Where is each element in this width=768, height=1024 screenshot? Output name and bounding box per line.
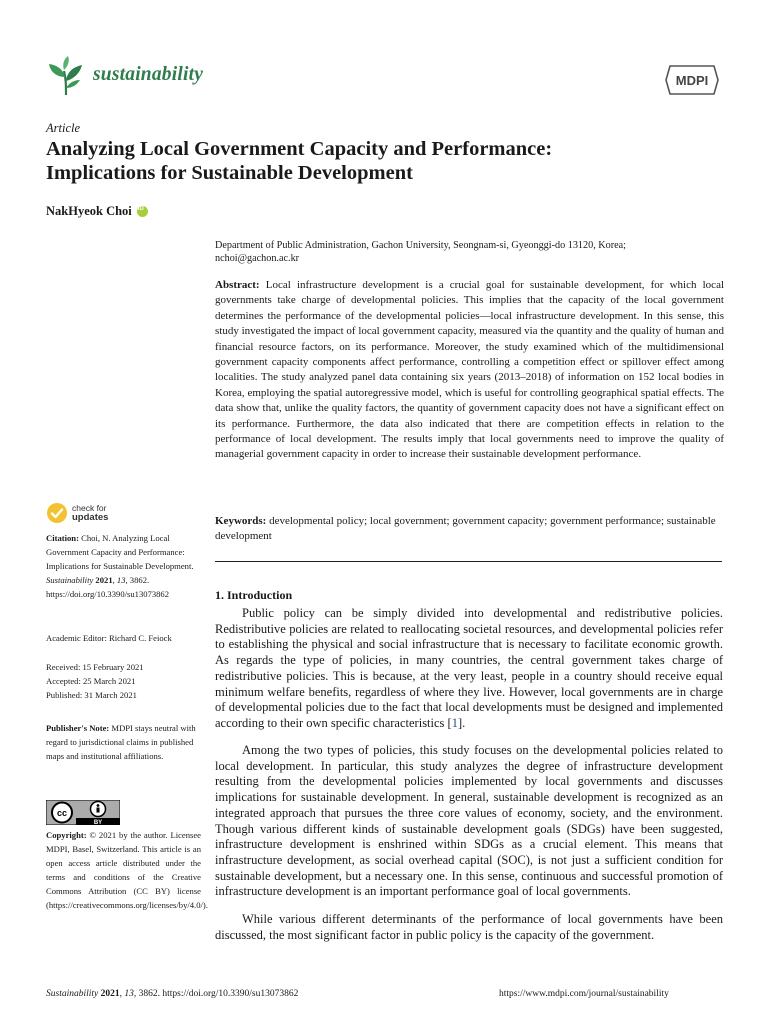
cc-by-license-badge[interactable] bbox=[46, 800, 120, 825]
keywords bbox=[215, 514, 724, 545]
reference-link[interactable]: 1 bbox=[451, 715, 458, 730]
svg-text:cc: cc bbox=[56, 808, 68, 818]
copyright-label: Copyright: bbox=[46, 830, 87, 840]
section-divider bbox=[215, 561, 722, 562]
footer-citation: Sustainability 2021, 13, 3862. https://doi.org/10.3390/su13073862 bbox=[46, 989, 299, 999]
footer-doi[interactable]: , 3862. https://doi.org/10.3390/su13073862 bbox=[133, 989, 299, 999]
check-updates-line-2: updates bbox=[72, 512, 109, 523]
affiliation bbox=[215, 239, 725, 265]
received-date: Received: 15 February 2021 bbox=[46, 662, 144, 672]
orcid-icon[interactable] bbox=[137, 206, 148, 217]
affiliation-line-1: Department of Public Administration, Gachon University, Seongnam-si, Gyeonggi-do 13120, Korea; bbox=[215, 240, 627, 251]
citation-text: Choi, N. Analyzing Local Government Capacity and Performance: Implications for Sustainable Development. bbox=[46, 533, 194, 571]
footer-volume: 13 bbox=[124, 989, 134, 999]
copyright bbox=[46, 829, 208, 912]
cc-badge-label: BY bbox=[93, 820, 103, 825]
author-name[interactable]: NakHyeok Choi bbox=[46, 204, 132, 218]
keywords-label: Keywords: bbox=[215, 515, 267, 527]
citation-year: 2021 bbox=[95, 574, 113, 585]
publisher-note-label: Publisher's Note: bbox=[46, 723, 110, 733]
mdpi-logo-text: MDPI bbox=[675, 73, 709, 88]
publication-dates bbox=[46, 661, 201, 703]
publisher-note bbox=[46, 722, 201, 764]
citation: Citation: Choi, N. Analyzing Local Government Capacity and Performance: Implications for Sustainable Development. Sustainability 2021, 13, 3862. https://doi.org/10.3390/su13073862 bbox=[46, 533, 194, 599]
published-date: Published: 31 March 2021 bbox=[46, 689, 137, 700]
mdpi-logo bbox=[664, 62, 720, 98]
citation-volume: 13 bbox=[116, 574, 126, 585]
article-title bbox=[46, 137, 726, 185]
paragraph: While various different determinants of the performance of local governments have been discussed, the most significant factor in public policy is the capacity of the government. bbox=[215, 912, 723, 942]
citation-doi[interactable]: , 3862. https://doi.org/10.3390/su13073862 bbox=[46, 574, 170, 599]
abstract-label: Abstract: bbox=[215, 279, 260, 291]
article-type: Article bbox=[46, 121, 81, 135]
footer-year: 2021 bbox=[100, 989, 120, 999]
academic-editor: Academic Editor: Richard C. Feiock bbox=[46, 633, 172, 643]
publisher-note-text: MDPI stays neutral with regard to jurisdictional claims in published maps and institutional affiliations. bbox=[46, 723, 196, 761]
abstract bbox=[215, 278, 724, 463]
citation-label: Citation: bbox=[46, 533, 79, 543]
citation-journal: Sustainability bbox=[46, 574, 94, 585]
title-line-1: Analyzing Local Government Capacity and Performance: bbox=[46, 138, 553, 160]
paragraph-1-end: ]. bbox=[457, 715, 466, 730]
section-heading-introduction: 1. Introduction bbox=[215, 588, 293, 602]
paragraph bbox=[215, 606, 723, 732]
keywords-text: developmental policy; local government; government capacity; government performance; sustainable development bbox=[215, 515, 716, 543]
paragraph: Among the two types of policies, this study focuses on the developmental policies related to local development. In particular, this study analyzes the degree of infrastructure development resulting from the developmental policies implemented by local governments and discusses implications for sustainable development. In general, sustainable development is recognized as an integrated approach that pursues the three core values of economy, society, and the environment. Though various different kinds of sustainable development goals (SDGs) have been suggested, infrastructure development is enshrined within SDGs as a crucial element. This means that infrastructure development, as social overhead capital (SOC), is not just a sufficient condition for sustainable development, but a necessary one. In this sense, continuous and successful promotion of infrastructure development is an important performance goal of local governments. bbox=[215, 743, 723, 899]
author bbox=[46, 204, 148, 219]
footer-journal: Sustainability bbox=[46, 989, 99, 999]
accepted-date: Accepted: 25 March 2021 bbox=[46, 675, 136, 686]
check-for-updates-button[interactable] bbox=[46, 502, 108, 524]
journal-name: sustainability bbox=[93, 64, 204, 85]
abstract-text: Local infrastructure development is a crucial goal for sustainable development, for which local governments take charge of developmental policies. This implies that the capacity of the local government determines the performance of the developmental policies—local infrastructure development. In this sense, this study investigated the impact of local government capacity, measured via the quantity and the quality of human and financial resource factors, on its performance. Moreover, the study examined which of the multidimensional government capacity components affect performance, controlling a competition effect or spillover effect among localities. The study analyzed panel data containing six years (2013–2018) of information on 152 local bodies in Korea, employing the spatial autoregressive model, which is useful for controlling geographical spatial effects. The data show that, unlike the quality factors, the quantity of government capacity does not have a significant effect on its performance. Furthermore, the data also indicated that there are competition effects in relation to the performance of local development. The results imply that local governments need to improve the quality of managerial government capacity in order to increase their sustainable development performance. bbox=[215, 279, 725, 461]
sustainability-leaf-icon bbox=[44, 55, 88, 99]
copyright-text: © 2021 by the author. Licensee MDPI, Basel, Switzerland. This article is an open access article distributed under the terms and conditions of the Creative Commons Attribution (CC BY) license (https://creativecommons.org/licenses/by/4.0/). bbox=[46, 830, 208, 910]
check-updates-line-1: check for bbox=[72, 503, 107, 513]
check-updates-icon bbox=[46, 502, 68, 524]
footer-journal-url[interactable]: https://www.mdpi.com/journal/sustainability bbox=[499, 989, 669, 999]
paragraph-1-text: Public policy can be simply divided into developmental and redistributive policies. Redistributive policies are related to reallocating societal resources, and developmental policies refer to establishing the physical and social infrastructure that is necessary to facilitate economic growth. As regards the type of policies, in many countries, the central government takes charge of redistributive policies. This is because, at the very least, people in a country should receive equal minimum welfare benefits, regardless of where they live. However, local governments are in charge of developmental policies due to the fact that local developments must be designed and implemented according to their own specific characteristics [ bbox=[215, 606, 723, 730]
affiliation-email[interactable]: nchoi@gachon.ac.kr bbox=[215, 253, 300, 264]
title-line-2: Implications for Sustainable Development bbox=[46, 162, 413, 184]
